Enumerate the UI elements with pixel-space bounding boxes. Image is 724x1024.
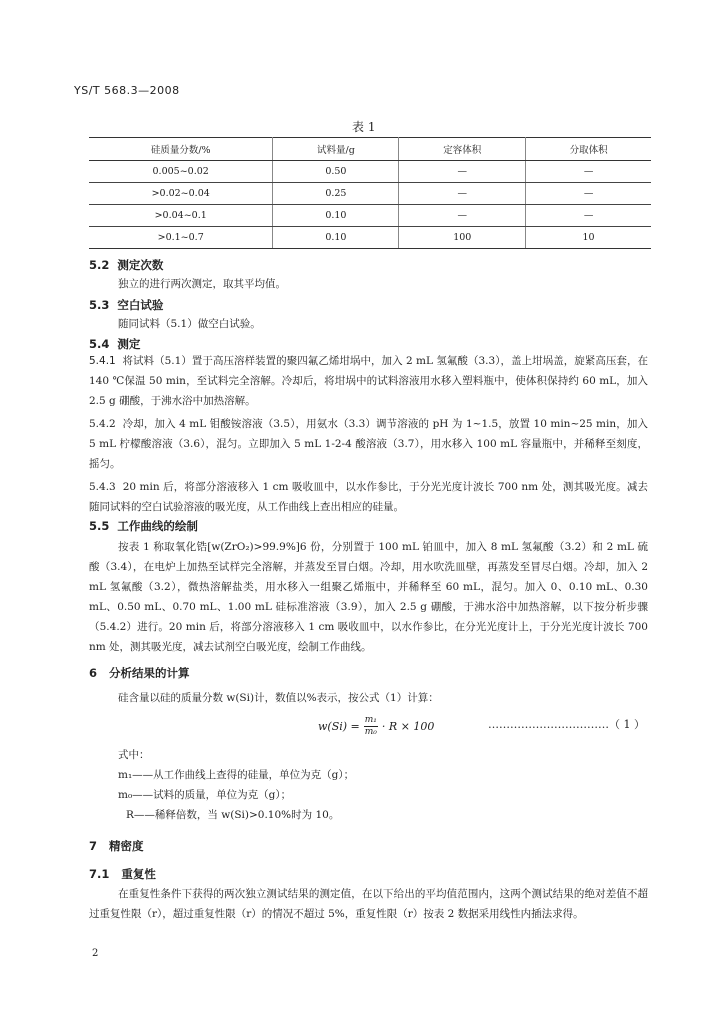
where-item-m1: m₁——从工作曲线上查得的硅量，单位为克（g）； [118, 769, 355, 781]
section-title: 测定 [117, 337, 141, 351]
table-cell: >0.1~0.7 [89, 227, 273, 249]
table-row [89, 161, 651, 183]
formula-rhs: · R × 100 [381, 720, 435, 733]
where-label: 式中： [118, 749, 150, 761]
section-title: 重复性 [121, 867, 156, 881]
table-header-row [89, 138, 651, 161]
table-cell: 0.50 [273, 161, 399, 183]
section-title: 空白试验 [117, 298, 164, 312]
section-5-5-heading [89, 518, 198, 534]
table-cell: >0.04~0.1 [89, 205, 273, 227]
section-5-4-1-paragraph [89, 351, 648, 411]
section-number: 6 [89, 666, 98, 680]
section-number: 7.1 [89, 867, 110, 881]
formula-fraction [364, 715, 378, 738]
section-6-heading [89, 665, 190, 681]
table-row [89, 205, 651, 227]
standard-code: YS/T 568.3—2008 [74, 84, 180, 97]
table-row [89, 227, 651, 249]
section-number: 5.4 [89, 337, 110, 351]
formula-1 [318, 715, 434, 738]
section-5-3-heading [89, 297, 163, 313]
section-5-4-3-paragraph [89, 477, 648, 517]
where-item-r: R——稀释倍数，当 w(Si)>0.10%时为 10。 [126, 809, 340, 821]
table-caption: 表 1 [352, 120, 376, 134]
section-number: 7 [89, 839, 98, 853]
section-title: 精密度 [109, 839, 144, 853]
section-number: 5.2 [89, 258, 110, 272]
table-cell: — [526, 183, 651, 205]
table-cell: — [526, 205, 651, 227]
section-title: 测定次数 [117, 258, 164, 272]
table-cell: 0.25 [273, 183, 399, 205]
paragraph-text: 20 min 后，将部分溶液移入 1 cm 吸收皿中，以水作参比，于分光光度计波长 700 nm 处，测其吸光度。减去随同试料的空白试验溶液的吸光度，从工作曲线上查出相应的硅量。 [89, 481, 648, 513]
section-number: 5.4.3 [89, 481, 116, 493]
table-cell: 0.10 [273, 205, 399, 227]
paragraph-text: 冷却，加入 4 mL 钼酸铵溶液（3.5），用氨水（3.3）调节溶液的 pH 为 1~1.5，放置 10 min~25 min，加入 5 mL 柠檬酸溶液（3.6），混匀。立即加入 5 mL 1-2-4 酸溶液（3.7），用水移入 100 mL 容量瓶中，并稀释至刻度，摇匀。 [89, 418, 648, 470]
formula-lhs: w(Si) = [318, 720, 360, 733]
formula-numerator: m₁ [364, 715, 377, 725]
section-number: 5.4.2 [89, 418, 116, 430]
section-title: 分析结果的计算 [109, 666, 190, 680]
formula-denominator: m₀ [364, 727, 377, 737]
table-cell: 0.005~0.02 [89, 161, 273, 183]
section-number: 5.4.1 [89, 355, 116, 367]
table-header-cell: 分取体积 [526, 138, 651, 161]
page-number: 2 [92, 948, 99, 959]
section-5-2-text: 独立的进行两次测定，取其平均值。 [118, 278, 286, 290]
table-cell: — [526, 161, 651, 183]
table-row [89, 183, 651, 205]
table-cell: 10 [526, 227, 651, 249]
where-item-m0: m₀——试料的质量，单位为克（g）； [118, 789, 292, 801]
section-5-3-text: 随同试料（5.1）做空白试验。 [118, 318, 261, 330]
section-7-1-heading [89, 866, 156, 882]
table-cell: — [399, 161, 526, 183]
section-5-4-heading [89, 336, 140, 352]
section-6-text: 硅含量以硅的质量分数 w(Si)计，数值以%表示，按公式（1）计算： [118, 692, 439, 704]
table-header-cell: 定容体积 [399, 138, 526, 161]
section-title: 工作曲线的绘制 [117, 519, 198, 533]
table-header-cell: 试料量/g [273, 138, 399, 161]
paragraph-text: 将试料（5.1）置于高压溶样装置的聚四氟乙烯坩埚中，加入 2 mL 氢氟酸（3.3），盖上坩埚盖，旋紧高压套，在 140 ℃保温 50 min，至试料完全溶解。冷却后，将坩埚中的试料溶液用水移入塑料瓶中，使体积保持约 60 mL，加入 2.5 g 硼酸，于沸水浴中加热溶解。 [89, 355, 648, 407]
table-cell: 0.10 [273, 227, 399, 249]
table-cell: — [399, 183, 526, 205]
section-5-2-heading [89, 257, 163, 273]
table-header-cell: 硅质量分数/% [89, 138, 273, 161]
section-5-5-text: 按表 1 称取氧化锆[w(ZrO₂)>99.9%]6 份，分别置于 100 mL 铂皿中，加入 8 mL 氢氟酸（3.2）和 2 mL 硫酸（3.4），在电炉上加热至试样完全溶解，并蒸发至冒白烟。冷却，用水吹洗皿壁，再蒸发至冒尽白烟。冷却，加入 2 mL 氢氟酸（3.2），微热溶解盐类，用水移入一组聚乙烯瓶中，并稀释至 60 mL，混匀。加入 0、0.10 mL、0.30 mL、0.50 mL、0.70 mL、1.00 mL 硅标准溶液（3.9），加入 2.5 g 硼酸，于沸水浴中加热溶解，以下按分析步骤（5.4.2）进行。20 min 后，将部分溶液移入 1 cm 吸收皿中，以水作参比，在分光光度计上，于分光光度计波长 700 nm 处，测其吸光度，减去试剂空白吸光度，绘制工作曲线。 [89, 541, 648, 653]
section-7-1-text: 在重复性条件下获得的两次独立测试结果的测定值，在以下给出的平均值范围内，这两个测试结果的绝对差值不超过重复性限（r），超过重复性限（r）的情况不超过 5%，重复性限（r）按表 2 数据采用线性内插法求得。 [89, 888, 648, 920]
section-number: 5.5 [89, 519, 110, 533]
table-cell: — [399, 205, 526, 227]
section-number: 5.3 [89, 298, 110, 312]
section-5-4-2-paragraph [89, 414, 648, 474]
table-cell: 100 [399, 227, 526, 249]
section-7-heading [89, 838, 144, 854]
table-cell: >0.02~0.04 [89, 183, 273, 205]
table-1 [89, 137, 651, 249]
formula-number: ……………………………（ 1 ） [488, 718, 645, 731]
